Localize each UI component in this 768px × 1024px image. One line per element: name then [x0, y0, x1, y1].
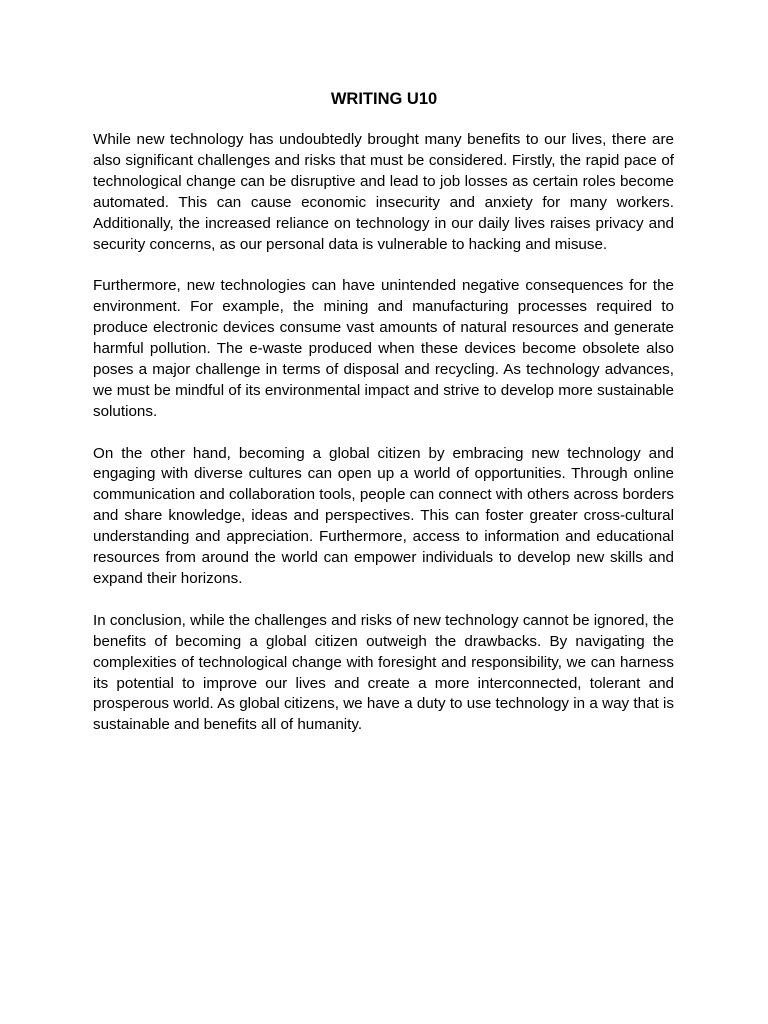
- paragraph-intro: While new technology has undoubtedly brought many benefits to our lives, there are also significant challenges and risks that must be considered. Firstly, the rapid pace of technological change can be disruptive and lead to job losses as certain roles become automated. This can cause economic insecurity and anxiety for many workers. Additionally, the increased reliance on technology in our daily lives raises privacy and security concerns, as our personal data is vulnerable to hacking and misuse.: [93, 131, 674, 253]
- document-body: [93, 130, 674, 757]
- paragraph-environment: Furthermore, new technologies can have unintended negative consequences for the environment. For example, the mining and manufacturing processes required to produce electronic devices consume vast amounts of natural resources and generate harmful pollution. The e-waste produced when these devices become obsolete also poses a major challenge in terms of disposal and recycling. As technology advances, we must be mindful of its environmental impact and strive to develop more sustainable solutions.: [93, 277, 674, 420]
- paragraph-global-citizen: On the other hand, becoming a global citizen by embracing new technology and engaging with diverse cultures can open up a world of opportunities. Through online communication and collaboration tools, people can connect with others across borders and share knowledge, ideas and perspectives. This can foster greater cross-cultural understanding and appreciation. Furthermore, access to information and educational resources from around the world can empower individuals to develop new skills and expand their horizons.: [93, 444, 674, 587]
- document-title: WRITING U10: [330, 90, 438, 108]
- paragraph-conclusion: In conclusion, while the challenges and risks of new technology cannot be ignored, the benefits of becoming a global citizen outweigh the drawbacks. By navigating the complexities of technological change with foresight and responsibility, we can harness its potential to improve our lives and create a more interconnected, tolerant and prosperous world. As global citizens, we have a duty to use technology in a way that is sustainable and benefits all of humanity.: [93, 611, 674, 734]
